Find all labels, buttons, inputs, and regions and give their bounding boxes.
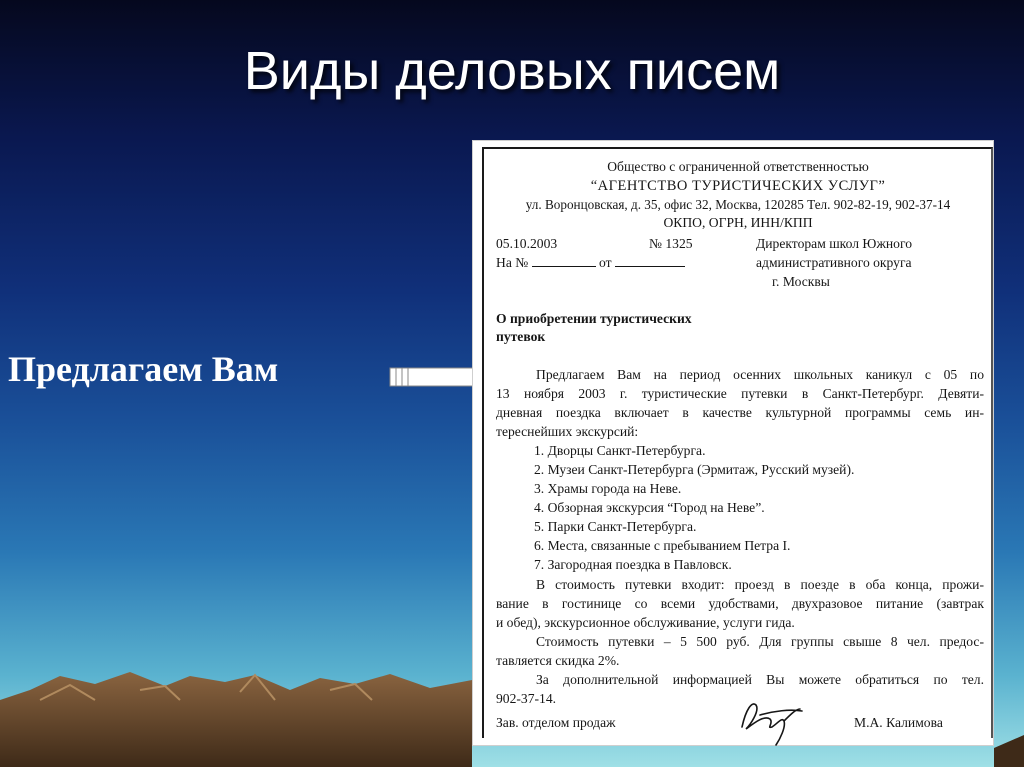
paragraph-1-line: 13 ноября 2003 г. туристические путевки в Санкт-Петербург. Девяти- (496, 386, 984, 401)
org-name: “АГЕНТСТВО ТУРИСТИЧЕСКИХ УСЛУГ” (590, 178, 886, 194)
org-codes: ОКПО, ОГРН, ИНН/КПП (663, 215, 813, 230)
letter-date: 05.10.2003 (496, 236, 558, 251)
paragraph-1-line: Предлагаем Вам на период осенних школьных каникул с 05 по (536, 367, 984, 382)
paragraph-1-line: тереснейших экскурсий: (496, 424, 639, 439)
slide-title: Виды деловых писем (243, 41, 781, 101)
excursion-item: 1. Дворцы Санкт-Петербурга. (534, 443, 706, 458)
excursion-item: 2. Музеи Санкт-Петербурга (Эрмитаж, Русский музей). (534, 462, 855, 477)
excursion-item: 4. Обзорная экскурсия “Город на Неве”. (534, 500, 765, 515)
paragraph-4-line: 902-37-14. (496, 691, 557, 706)
letter-number: № 1325 (649, 236, 693, 251)
addressee-line-2: административного округа (756, 255, 912, 270)
signer-name: М.А. Калимова (854, 715, 943, 730)
letter-body (482, 147, 993, 738)
paragraph-2-line: вание в гостинице со всеми удобствами, двухразовое питание (завтрак (496, 596, 984, 611)
paragraph-3-line: Стоимость путевки – 5 500 руб. Для группы свыше 8 чел. предос- (536, 634, 984, 649)
paragraph-3-line: тавляется скидка 2%. (496, 653, 620, 668)
subject-line-2: путевок (496, 329, 546, 344)
signer-position: Зав. отделом продаж (496, 715, 616, 730)
paragraph-1-line: дневная поездка включает в качестве культурной программы семь ин- (496, 405, 984, 420)
paragraph-4-line: За дополнительной информацией Вы можете обратиться по тел. (536, 672, 984, 687)
excursion-item: 7. Загородная поездка в Павловск. (534, 557, 732, 572)
addressee-line-1: Директорам школ Южного (756, 236, 913, 251)
org-type: Общество с ограниченной ответственностью (607, 159, 869, 174)
reference-label: На № (496, 255, 529, 270)
addressee-line-3: г. Москвы (772, 274, 830, 289)
business-letter (472, 140, 994, 746)
org-address: ул. Воронцовская, д. 35, офис 32, Москва, 120285 Тел. 902-82-19, 902-37-14 (525, 197, 951, 212)
paragraph-2-line: В стоимость путевки входит: проезд в поезде в оба конца, прожи- (536, 577, 984, 592)
excursion-item: 5. Парки Санкт-Петербурга. (534, 519, 697, 534)
excursion-item: 6. Места, связанные с пребыванием Петра I. (534, 538, 791, 553)
subject-line-1: О приобретении туристических (496, 311, 692, 326)
handwritten-signature (484, 149, 992, 749)
excursion-item: 3. Храмы города на Неве. (534, 481, 682, 496)
callout-text: Предлагаем Вам (8, 349, 279, 389)
reference-from-label: от (599, 255, 612, 270)
paragraph-2-line: и обед), экскурсионное обслуживание, услуги гида. (496, 615, 795, 630)
